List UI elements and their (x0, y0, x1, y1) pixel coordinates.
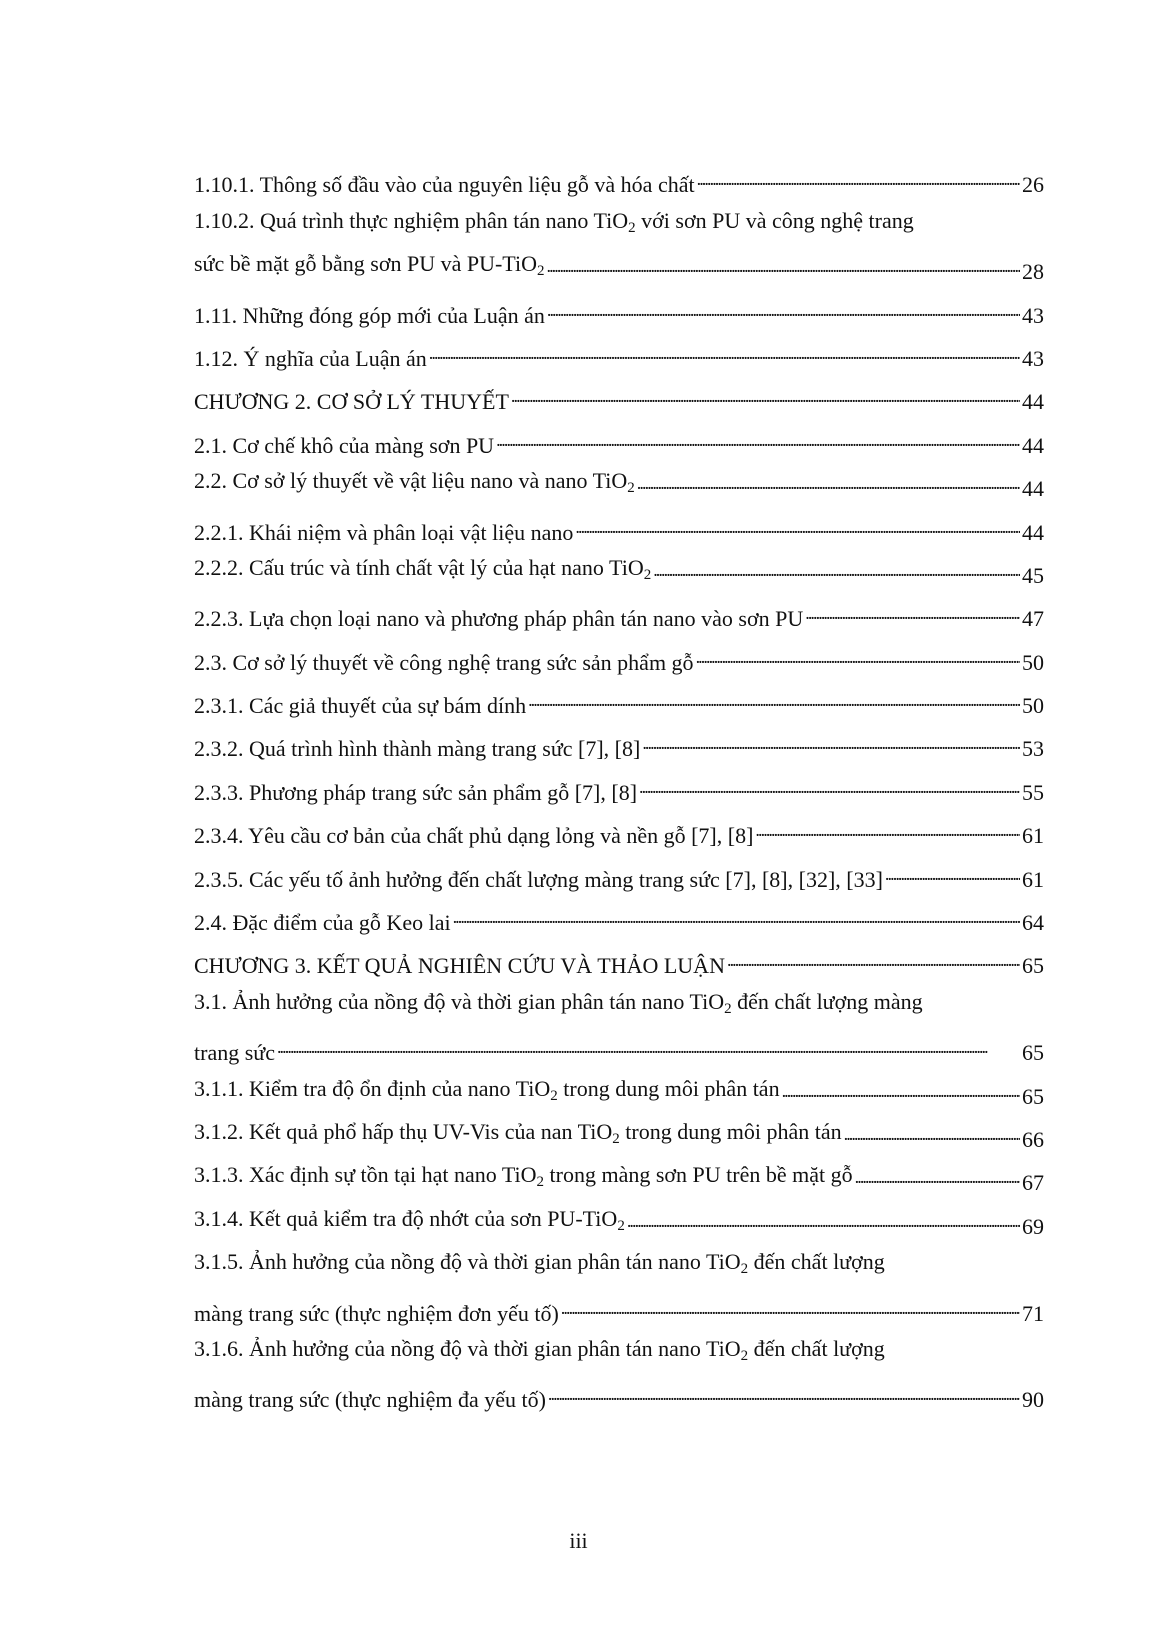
dot-leader (697, 163, 1020, 194)
toc-entry-page: 71 (1022, 1300, 1044, 1326)
toc-entry-page: 61 (1022, 866, 1044, 892)
toc-entry (194, 763, 1044, 806)
dot-leader (844, 1118, 1020, 1149)
toc-entry-page: 44 (1022, 389, 1044, 415)
toc-entry-title: màng trang sức (thực nghiệm đa yếu tố) (194, 1387, 546, 1413)
dot-leader (561, 1292, 1020, 1323)
toc-entry-title: màng trang sức (thực nghiệm đơn yếu tố) (194, 1300, 559, 1326)
dot-leader (755, 814, 1020, 845)
dot-leader (453, 901, 1020, 932)
table-of-contents (194, 156, 1044, 1414)
toc-entry (194, 720, 1044, 763)
toc-entry-title: sức bề mặt gỗ bằng sơn PU và PU-TiO$_2$ (194, 251, 545, 280)
dot-leader (627, 1205, 1020, 1236)
dot-leader (429, 337, 1020, 368)
toc-entry (194, 199, 1044, 242)
dot-leader (528, 684, 1020, 715)
dot-leader (885, 858, 1020, 889)
toc-entry-page: 45 (1022, 562, 1044, 588)
toc-entry-title: 3.1.2. Kết quả phổ hấp thụ UV-Vis của nan TiO$_2$ trong dung môi phân tán (194, 1118, 842, 1147)
dot-leader (547, 294, 1020, 325)
toc-entry-page: 55 (1022, 779, 1044, 805)
dot-leader (639, 771, 1020, 802)
toc-entry-page: 26 (1022, 172, 1044, 198)
toc-entry (194, 460, 1044, 503)
toc-entry (194, 1154, 1044, 1197)
toc-entry-title: 2.2.2. Cấu trúc và tính chất vật lý của hạt nano TiO$_2$ (194, 554, 652, 583)
dot-leader (782, 1075, 1020, 1106)
toc-entry-page: 66 (1022, 1126, 1044, 1152)
toc-entry (194, 677, 1044, 720)
page-number-footer: iii (569, 1528, 588, 1553)
toc-entry (194, 1024, 1044, 1067)
dot-leader (653, 554, 1020, 585)
dot-leader (805, 597, 1020, 628)
toc-entry-page: 50 (1022, 649, 1044, 675)
toc-entry-title: 1.12. Ý nghĩa của Luận án (194, 345, 427, 371)
toc-entry-page: 65 (1022, 953, 1044, 979)
toc-entry (194, 1111, 1044, 1154)
dot-leader (277, 1031, 1020, 1062)
toc-entry-title: CHƯƠNG 2. CƠ SỞ LÝ THUYẾT (194, 389, 509, 415)
dot-leader (642, 727, 1020, 758)
dot-leader (696, 641, 1020, 672)
toc-entry-page: 47 (1022, 606, 1044, 632)
toc-entry (194, 1371, 1044, 1414)
dot-leader (637, 467, 1020, 498)
toc-entry-page: 43 (1022, 302, 1044, 328)
toc-entry-title: 2.2.3. Lựa chọn loại nano và phương pháp phân tán nano vào sơn PU (194, 606, 804, 632)
toc-entry (194, 416, 1044, 459)
toc-entry-page: 90 (1022, 1387, 1044, 1413)
toc-entry-title: 3.1.6. Ảnh hưởng của nồng độ và thời gian phân tán nano TiO$_2$ đến chất lượng (194, 1335, 885, 1364)
toc-entry-title: 3.1.5. Ảnh hưởng của nồng độ và thời gian phân tán nano TiO$_2$ đến chất lượng (194, 1249, 885, 1278)
toc-entry-title: 2.4. Đặc điểm của gỗ Keo lai (194, 910, 451, 936)
toc-entry (194, 547, 1044, 590)
toc-entry (194, 1197, 1044, 1240)
toc-entry-page: 67 (1022, 1170, 1044, 1196)
toc-entry (194, 807, 1044, 850)
toc-entry-page: 44 (1022, 432, 1044, 458)
toc-entry-title: CHƯƠNG 3. KẾT QUẢ NGHIÊN CỨU VÀ THẢO LUẬN (194, 953, 725, 979)
toc-entry-title: 3.1.1. Kiểm tra độ ổn định của nano TiO$_2$ trong dung môi phân tán (194, 1075, 780, 1104)
toc-entry (194, 1241, 1044, 1284)
toc-entry-title: 2.3.4. Yêu cầu cơ bản của chất phủ dạng lỏng và nền gỗ [7], [8] (194, 823, 754, 849)
toc-entry-title: 2.3.1. Các giả thuyết của sự bám dính (194, 693, 527, 719)
dot-leader (727, 944, 1020, 975)
toc-entry (194, 156, 1044, 199)
toc-entry-title: 2.2.1. Khái niệm và phân loại vật liệu nano (194, 519, 574, 545)
toc-entry (194, 503, 1044, 546)
toc-entry (194, 243, 1044, 286)
toc-entry-page: 65 (1022, 1083, 1044, 1109)
toc-entry-title: 3.1. Ảnh hưởng của nồng độ và thời gian phân tán nano TiO$_2$ đến chất lượng màng (194, 988, 923, 1017)
toc-entry-page: 53 (1022, 736, 1044, 762)
toc-entry (194, 286, 1044, 329)
toc-entry-title: 2.3.3. Phương pháp trang sức sản phẩm gỗ [7], [8] (194, 779, 638, 805)
toc-entry-title: 3.1.4. Kết quả kiểm tra độ nhớt của sơn PU-TiO$_2$ (194, 1205, 625, 1234)
toc-entry (194, 373, 1044, 416)
toc-entry-page: 69 (1022, 1213, 1044, 1239)
toc-entry-title: 1.11. Những đóng góp mới của Luận án (194, 302, 545, 328)
toc-entry-title: 1.10.1. Thông số đầu vào của nguyên liệu gỗ và hóa chất (194, 172, 695, 198)
toc-entry (194, 1067, 1044, 1110)
toc-entry-title: 2.3.5. Các yếu tố ảnh hưởng đến chất lượng màng trang sức [7], [8], [32], [33] (194, 866, 883, 892)
toc-entry-page: 61 (1022, 823, 1044, 849)
toc-entry (194, 894, 1044, 937)
toc-entry (194, 980, 1044, 1023)
toc-entry-title: 3.1.3. Xác định sự tồn tại hạt nano TiO$_2$ trong màng sơn PU trên bề mặt gỗ (194, 1162, 853, 1191)
toc-entry-title: 2.2. Cơ sở lý thuyết về vật liệu nano và nano TiO$_2$ (194, 468, 635, 497)
dot-leader (575, 511, 1020, 542)
dot-leader (548, 1378, 1020, 1409)
dot-leader (511, 380, 1020, 411)
toc-entry (194, 937, 1044, 980)
toc-entry (194, 330, 1044, 373)
toc-entry-page: 64 (1022, 910, 1044, 936)
toc-entry (194, 633, 1044, 676)
toc-entry-page: 50 (1022, 693, 1044, 719)
toc-entry-title: 2.3. Cơ sở lý thuyết về công nghệ trang sức sản phẩm gỗ (194, 649, 694, 675)
toc-entry (194, 1284, 1044, 1327)
dot-leader (546, 250, 1020, 281)
toc-entry-title: trang sức (194, 1040, 275, 1066)
toc-entry (194, 1328, 1044, 1371)
toc-entry-title: 2.1. Cơ chế khô của màng sơn PU (194, 432, 495, 458)
toc-entry-page: 65 (1022, 1040, 1044, 1066)
toc-entry-page: 28 (1022, 259, 1044, 285)
dot-leader (855, 1161, 1020, 1192)
toc-entry-page: 44 (1022, 519, 1044, 545)
toc-entry-title: 2.3.2. Quá trình hình thành màng trang sức [7], [8] (194, 736, 641, 762)
dot-leader (496, 424, 1020, 455)
toc-entry-page: 43 (1022, 345, 1044, 371)
toc-entry-page: 44 (1022, 476, 1044, 502)
toc-entry (194, 850, 1044, 893)
toc-entry-title: 1.10.2. Quá trình thực nghiệm phân tán nano TiO$_2$ với sơn PU và công nghệ trang (194, 207, 914, 236)
toc-entry (194, 590, 1044, 633)
